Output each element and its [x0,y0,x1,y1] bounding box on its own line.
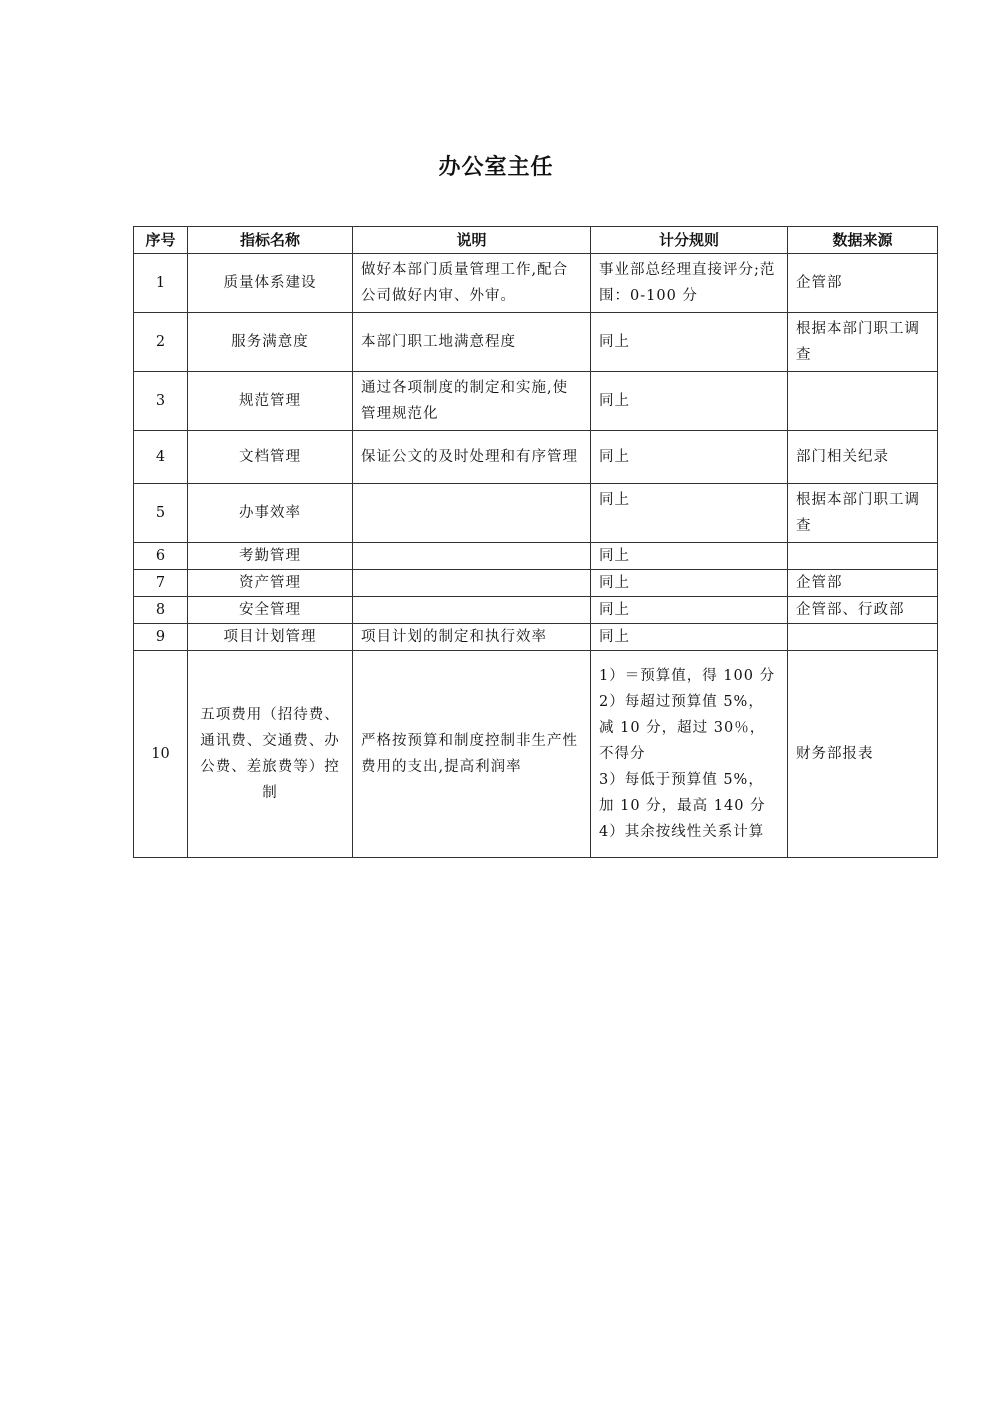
row-name: 文档管理 [188,431,353,484]
row-src: 部门相关纪录 [788,431,938,484]
row-no: 10 [134,651,188,858]
header-name: 指标名称 [188,227,353,254]
row-desc: 本部门职工地满意程度 [353,313,591,372]
table-row [134,372,938,431]
row-name: 五项费用（招待费、通讯费、交通费、办公费、差旅费等）控制 [188,651,353,858]
row-src: 企管部 [788,254,938,313]
table-row [134,570,938,597]
row-rule: 同上 [591,624,788,651]
row-src: 根据本部门职工调查 [788,313,938,372]
row-src [788,624,938,651]
row-rule: 同上 [591,431,788,484]
header-row [134,227,938,254]
row-no: 3 [134,372,188,431]
row-no: 6 [134,543,188,570]
row-desc: 严格按预算和制度控制非生产性费用的支出,提高利润率 [353,651,591,858]
row-desc [353,570,591,597]
table-row [134,431,938,484]
row-no: 7 [134,570,188,597]
row-rule [591,651,788,858]
row-rule: 同上 [591,484,788,543]
table-row [134,484,938,543]
row-no: 1 [134,254,188,313]
row-src [788,543,938,570]
table-row [134,543,938,570]
row-name: 办事效率 [188,484,353,543]
row-name: 质量体系建设 [188,254,353,313]
table-row [134,624,938,651]
row-desc [353,484,591,543]
table-row [134,313,938,372]
row-desc [353,543,591,570]
table-row [134,254,938,313]
row-name: 安全管理 [188,597,353,624]
row-no: 2 [134,313,188,372]
rule-line: 3）每低于预算值 5%，加 10 分，最高 140 分 [599,772,766,814]
row-rule: 同上 [591,597,788,624]
row-no: 9 [134,624,188,651]
row-src: 企管部 [788,570,938,597]
row-src: 根据本部门职工调查 [788,484,938,543]
row-name: 规范管理 [188,372,353,431]
rule-line: 2）每超过预算值 5%，减 10 分，超过 30％，不得分 [599,694,766,762]
row-name: 考勤管理 [188,543,353,570]
header-no: 序号 [134,227,188,254]
row-rule: 同上 [591,372,788,431]
row-desc: 通过各项制度的制定和实施,使管理规范化 [353,372,591,431]
row-rule: 事业部总经理直接评分;范围：0-100 分 [591,254,788,313]
row-name: 资产管理 [188,570,353,597]
row-desc: 做好本部门质量管理工作,配合公司做好内审、外审。 [353,254,591,313]
row-desc: 项目计划的制定和执行效率 [353,624,591,651]
row-name: 服务满意度 [188,313,353,372]
kpi-table [133,226,938,858]
row-rule: 同上 [591,570,788,597]
row-rule: 同上 [591,313,788,372]
row-no: 5 [134,484,188,543]
rule-line: 4）其余按线性关系计算 [599,824,765,840]
page-title: 办公室主任 [438,155,554,180]
header-desc: 说明 [353,227,591,254]
row-no: 8 [134,597,188,624]
row-desc: 保证公文的及时处理和有序管理 [353,431,591,484]
row-src: 企管部、行政部 [788,597,938,624]
header-rule: 计分规则 [591,227,788,254]
table-row [134,651,938,858]
row-desc [353,597,591,624]
rule-line: 1）＝预算值，得 100 分 [599,668,776,684]
header-src: 数据来源 [788,227,938,254]
row-rule: 同上 [591,543,788,570]
row-name: 项目计划管理 [188,624,353,651]
table-row [134,597,938,624]
row-src [788,372,938,431]
row-src: 财务部报表 [788,651,938,858]
row-no: 4 [134,431,188,484]
